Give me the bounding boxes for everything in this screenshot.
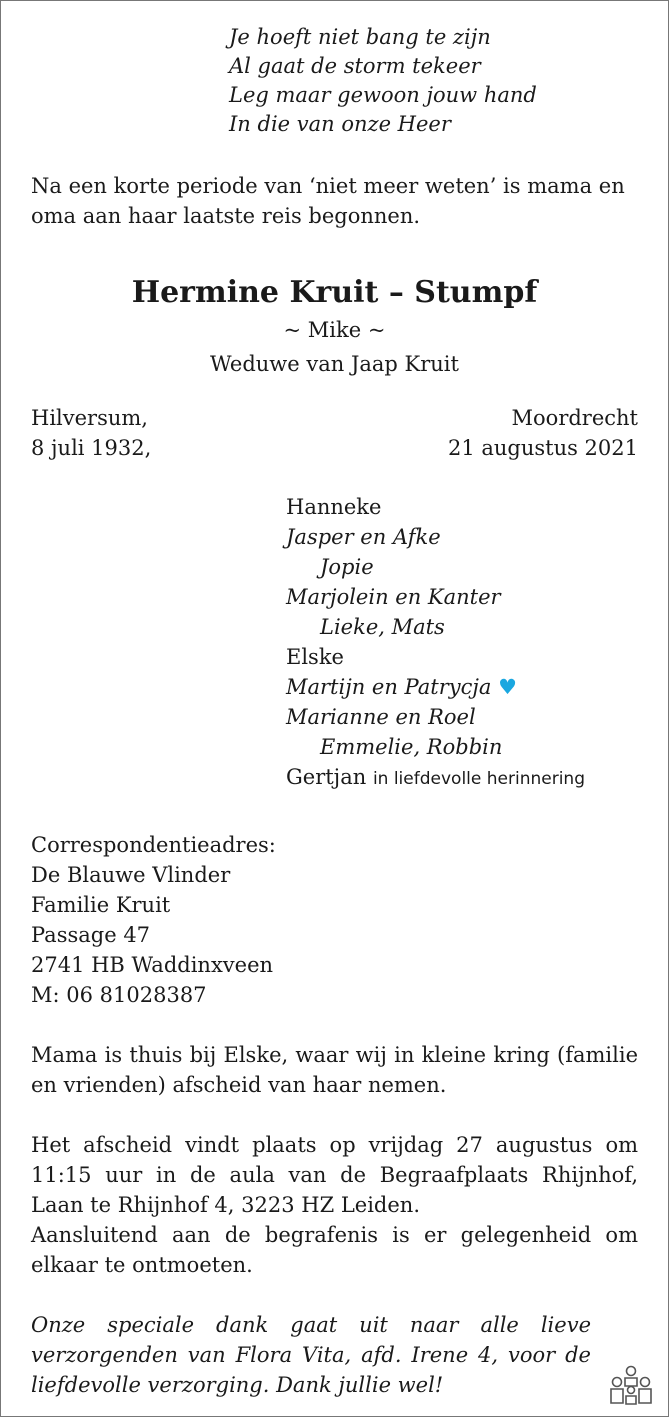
family-member-row	[286, 762, 638, 794]
birth-info	[31, 403, 151, 463]
address-line: 2741 HB Waddinxveen	[31, 953, 274, 977]
birth-place: Hilversum,	[31, 406, 148, 430]
family-group-icon	[606, 1364, 656, 1406]
address-line: Familie Kruit	[31, 893, 171, 917]
family-member: Jopie	[320, 555, 374, 579]
birth-date: 8 juli 1932,	[31, 436, 152, 460]
poem-line: Al gaat de storm tekeer	[229, 54, 481, 78]
family-list	[286, 492, 638, 794]
family-member-row	[286, 672, 638, 702]
address-line: Passage 47	[31, 923, 151, 947]
intro-text: Na een korte periode van ‘niet meer weten’ is mama en oma aan haar laatste reis begonnen.	[31, 174, 625, 228]
thanks-text: Onze speciale dank gaat uit naar alle lieve verzorgenden van Flora Vita, afd. Irene 4, voor de liefdevolle verzorging. Dank jullie wel!	[31, 1313, 591, 1397]
poem-line: In die van onze Heer	[229, 112, 451, 136]
poem-line: Je hoeft niet bang te zijn	[229, 25, 491, 49]
memorial-note: in liefdevolle herinnering	[372, 769, 585, 789]
family-member: Marianne en Roel	[286, 705, 476, 729]
deceased-nickname: ~ Mike ~	[283, 318, 386, 342]
poem-line: Leg maar gewoon jouw hand	[229, 83, 537, 107]
poem	[229, 23, 638, 139]
life-dates	[31, 403, 638, 463]
family-member: Martijn en Patrycja	[286, 675, 492, 699]
address-line: Correspondentieadres:	[31, 833, 276, 857]
family-member: Marjolein en Kanter	[286, 585, 501, 609]
death-date: 21 augustus 2021	[447, 436, 638, 460]
farewell-info: Het afscheid vindt plaats op vrijdag 27 augustus om 11:15 uur in de aula van de Begraafplaats Rhijnhof, Laan te Rhijnhof 4, 3223 HZ Leiden.	[31, 1133, 638, 1217]
family-member: Elske	[286, 645, 344, 669]
widow-of: Weduwe van Jaap Kruit	[210, 352, 459, 376]
correspondence-address	[31, 830, 638, 1010]
death-place: Moordrecht	[511, 406, 638, 430]
deceased-name: Hermine Kruit – Stumpf	[131, 275, 538, 310]
family-member: Hanneke	[286, 495, 382, 519]
home-note: Mama is thuis bij Elske, waar wij in kleine kring (familie en vrienden) afscheid van haar nemen.	[31, 1043, 638, 1097]
family-member: Emmelie, Robbin	[320, 735, 503, 759]
heart-icon: ♥	[498, 675, 517, 699]
death-info	[448, 403, 638, 463]
family-member: Gertjan	[286, 765, 367, 789]
family-member: Jasper en Afke	[286, 525, 441, 549]
family-member: Lieke, Mats	[320, 615, 445, 639]
address-line: De Blauwe Vlinder	[31, 863, 231, 887]
gathering-info: Aansluitend aan de begrafenis is er gelegenheid om elkaar te ontmoeten.	[31, 1223, 638, 1277]
address-line: M: 06 81028387	[31, 983, 207, 1007]
